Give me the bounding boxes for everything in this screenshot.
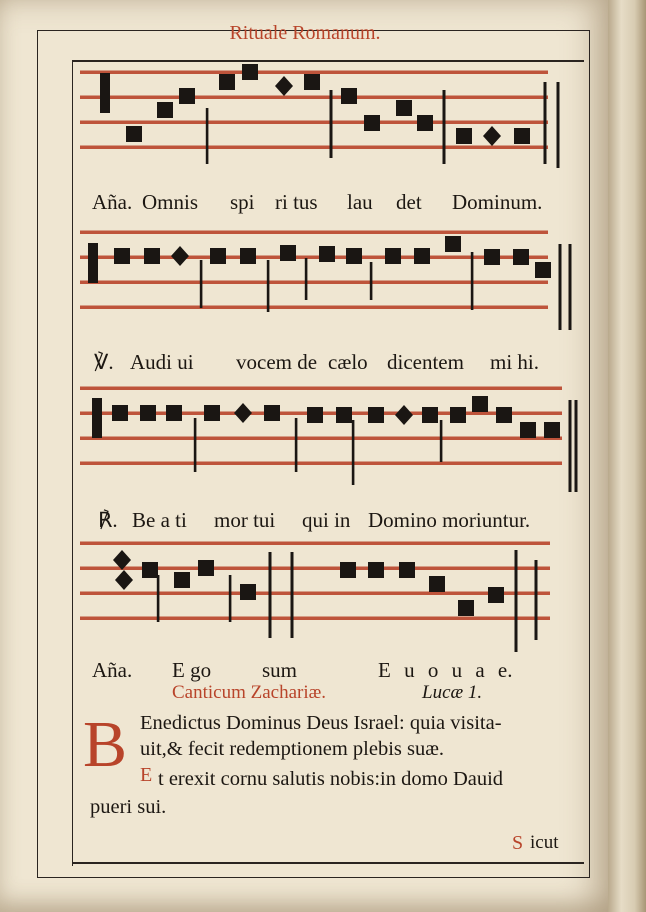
- staff-line: [80, 437, 562, 441]
- neume-square: [429, 576, 445, 592]
- bar-line: [544, 82, 547, 164]
- bar-line: [291, 552, 294, 638]
- versicle-label: ℣.: [94, 350, 114, 374]
- neume-square: [399, 562, 415, 578]
- staff-line: [80, 281, 548, 285]
- neume-square: [456, 128, 472, 144]
- lyric-word: Audi ui: [130, 350, 194, 374]
- neume-square: [280, 245, 296, 261]
- neume-square: [484, 249, 500, 265]
- neume-square: [368, 562, 384, 578]
- lyric-word: dicentem: [387, 350, 464, 374]
- neume-square: [219, 74, 235, 90]
- neume-square: [520, 422, 536, 438]
- neume-square: [385, 248, 401, 264]
- note-stem: [440, 420, 443, 462]
- bar-line: [557, 82, 560, 168]
- catchword: icut: [530, 832, 559, 853]
- neume-square: [341, 88, 357, 104]
- note-stem: [370, 262, 373, 300]
- lyric-word: ri tus: [275, 190, 318, 214]
- bar-line: [443, 90, 446, 164]
- neume-square: [458, 600, 474, 616]
- lyric-word: spi: [230, 190, 255, 214]
- neume-square: [368, 407, 384, 423]
- staff-line: [80, 542, 550, 546]
- lyric-word: E go: [172, 658, 212, 682]
- bar-line: [575, 400, 578, 492]
- staff-line: [80, 96, 548, 100]
- running-title: Rituale Romanum.: [229, 22, 381, 44]
- staff-line: [80, 231, 548, 235]
- text-line: uit,& fecit redemptionem plebis suæ.: [140, 738, 445, 760]
- response-label: ℟.: [98, 508, 118, 532]
- staff-line: [80, 121, 548, 125]
- neume-square: [114, 248, 130, 264]
- staff-line: [80, 306, 548, 310]
- lyric-word: det: [396, 190, 422, 214]
- bar-line: [330, 90, 333, 158]
- neume-square: [488, 587, 504, 603]
- verse-initial: E: [140, 764, 153, 786]
- neume-square: [445, 236, 461, 252]
- lyric-word: E u o u a e.: [378, 658, 513, 682]
- note-stem: [295, 418, 298, 472]
- neume-square: [264, 405, 280, 421]
- note-stem: [157, 575, 160, 622]
- lyric-word: Dominum.: [452, 190, 543, 214]
- neume-square: [142, 562, 158, 578]
- scripture-reference: Lucæ 1.: [422, 682, 483, 703]
- neume-square: [472, 396, 488, 412]
- neume-square: [112, 405, 128, 421]
- bar-line: [559, 244, 562, 330]
- note-stem: [206, 108, 209, 164]
- neume-square: [544, 422, 560, 438]
- lyric-word: cælo: [328, 350, 368, 374]
- neume-square: [422, 407, 438, 423]
- neume-diamond: [275, 76, 293, 96]
- bar-line: [569, 400, 572, 492]
- neume-diamond: [234, 403, 252, 423]
- note-stem: [305, 258, 308, 300]
- neume-diamond: [483, 126, 501, 146]
- neume-diamond: [171, 246, 189, 266]
- note-stem: [200, 260, 203, 308]
- neume-square: [140, 405, 156, 421]
- c-clef: [92, 398, 102, 438]
- neume-square: [513, 249, 529, 265]
- neume-square: [535, 262, 551, 278]
- staff-line: [80, 462, 562, 466]
- neume-square: [304, 74, 320, 90]
- neume-square: [198, 560, 214, 576]
- lyric-word: Domino moriuntur.: [368, 508, 531, 532]
- staff-line: [80, 71, 548, 75]
- neume-square: [336, 407, 352, 423]
- neume-square: [210, 248, 226, 264]
- note-stem: [471, 252, 474, 310]
- note-stem: [229, 575, 232, 622]
- neume-diamond: [395, 405, 413, 425]
- note-stem: [194, 418, 197, 472]
- neume-square: [204, 405, 220, 421]
- text-line: pueri sui.: [90, 796, 167, 818]
- lyric-word: vocem de: [236, 350, 318, 374]
- c-clef: [88, 243, 98, 283]
- neume-square: [514, 128, 530, 144]
- lyric-word: sum: [262, 658, 298, 682]
- bar-line: [269, 552, 272, 638]
- drop-capital: B: [83, 708, 128, 781]
- neume-square: [319, 246, 335, 262]
- neume-square: [144, 248, 160, 264]
- bar-line: [515, 550, 518, 652]
- neume-square: [450, 407, 466, 423]
- text-line: t erexit cornu salutis nobis:in domo Dauid: [158, 768, 504, 790]
- page-gutter: [608, 0, 646, 912]
- lyric-word: mi hi.: [490, 350, 540, 374]
- lyric-word: qui in: [302, 508, 351, 532]
- bar-line: [535, 560, 538, 640]
- neume-diamond: [115, 570, 133, 590]
- neume-square: [496, 407, 512, 423]
- staff-line: [80, 617, 550, 621]
- staff-line: [80, 592, 550, 596]
- neume-square: [242, 64, 258, 80]
- neume-square: [307, 407, 323, 423]
- antiphon-label: Aña.: [92, 190, 133, 214]
- note-stem: [352, 420, 355, 485]
- lyric-word: Omnis: [142, 190, 199, 214]
- staff-line: [80, 146, 548, 150]
- neume-square: [126, 126, 142, 142]
- staff-line: [80, 387, 562, 391]
- antiphon-label: Aña.: [92, 658, 133, 682]
- canticle-title: Canticum Zachariæ.: [172, 682, 327, 703]
- neume-square: [179, 88, 195, 104]
- neume-square: [157, 102, 173, 118]
- neume-square: [166, 405, 182, 421]
- neume-square: [240, 584, 256, 600]
- neume-square: [174, 572, 190, 588]
- note-stem: [267, 260, 270, 312]
- c-clef: [100, 73, 110, 113]
- neume-square: [417, 115, 433, 131]
- bar-line: [569, 244, 572, 330]
- text-line: Enedictus Dominus Deus Israel: quia visita-: [140, 712, 502, 734]
- neume-square: [364, 115, 380, 131]
- neume-square: [414, 248, 430, 264]
- lyric-word: lau: [347, 190, 373, 214]
- neume-square: [346, 248, 362, 264]
- catchword-initial: S: [512, 832, 524, 854]
- neume-square: [396, 100, 412, 116]
- lyric-word: mor tui: [214, 508, 276, 532]
- lyric-word: Be a ti: [132, 508, 187, 532]
- neume-square: [340, 562, 356, 578]
- neume-square: [240, 248, 256, 264]
